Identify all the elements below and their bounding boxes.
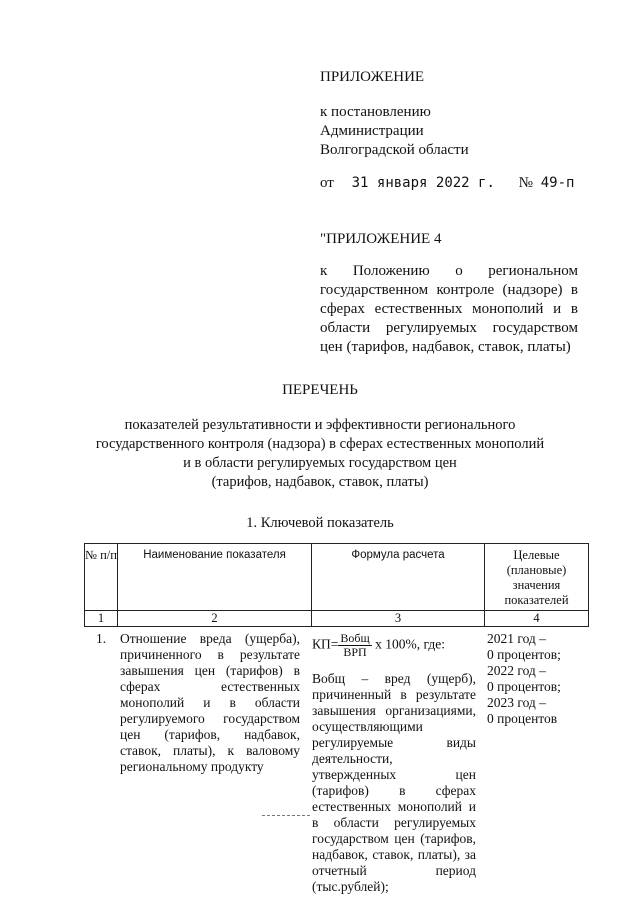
number-value: 49-п: [540, 175, 575, 191]
header-num: № п/п: [85, 544, 118, 611]
number-label: №: [518, 175, 533, 191]
annex-title: ПРИЛОЖЕНИЕ: [320, 69, 425, 85]
appendix-text: к Положению о региональном государственном контроле (надзоре) в сферах естественных монополий и в области регулируемых государством цен (тарифов, надбавок, ставок, платы): [320, 263, 578, 355]
target-2022-label: 2022 год –: [487, 663, 546, 678]
header-name: Наименование показателя: [118, 544, 312, 611]
subtitle-line-3: и в области регулируемых государством цен: [183, 455, 457, 471]
row-1-formula: [312, 632, 480, 659]
header-formula: Формула расчета: [312, 544, 485, 611]
date-prefix: от: [320, 175, 334, 191]
scan-artifact-mark: [262, 815, 310, 816]
target-2022-value: 0 процентов;: [487, 679, 561, 694]
formula-lhs: КП=: [312, 636, 339, 652]
section-title: 1. Ключевой показатель: [246, 515, 394, 531]
subtitle-line-2: государственного контроля (надзора) в сферах естественных монополий: [95, 436, 545, 452]
target-2023-value: 0 процентов: [487, 711, 558, 726]
decree-date-line: [320, 174, 610, 193]
annex-line-3: Волгоградской области: [320, 142, 469, 158]
row-1-targets: [487, 631, 587, 727]
subtitle-line-1: показателей результативности и эффективности регионального: [124, 417, 516, 433]
indicators-table-header: [84, 543, 589, 627]
target-2021-value: 0 процентов;: [487, 647, 561, 662]
annex-line-2: Администрации: [320, 123, 424, 139]
col-number-1: 1: [85, 611, 118, 627]
target-2021-label: 2021 год –: [487, 631, 546, 646]
row-1-name: Отношение вреда (ущерба), причиненного в результате завышения цен (тарифов) в сферах естественных монополий и в области регулируемого государством цен (тарифов, надбавок, ставок, платы), к валовому региональному продукту: [120, 631, 300, 774]
appendix-title: "ПРИЛОЖЕНИЕ 4: [320, 231, 442, 247]
formula-fraction: [338, 632, 371, 659]
annex-line-1: к постановлению: [320, 104, 431, 120]
col-number-3: 3: [312, 611, 485, 627]
date-value: 31 января 2022 г.: [351, 175, 495, 191]
row-1-formula-description: Вобщ – вред (ущерб), причиненный в результате завышения организациями, осуществляющими регулируемые виды деятельности, утвержденных цен (тарифов) в сферах естественных монополий и в области регулируемых государством цен (тарифов, надбавок, ставок, платы), за отчетный период (тыс.рублей);: [312, 671, 476, 894]
formula-rhs: x 100%, где:: [375, 636, 445, 652]
col-number-2: 2: [118, 611, 312, 627]
row-1-number: 1.: [96, 631, 107, 646]
header-target: Целевые (плановые) значения показателей: [485, 544, 589, 611]
subtitle-line-4: (тарифов, надбавок, ставок, платы): [211, 474, 429, 490]
target-2023-label: 2023 год –: [487, 695, 546, 710]
subtitle: [0, 416, 640, 492]
main-title: ПЕРЕЧЕНЬ: [282, 382, 358, 398]
col-number-4: 4: [485, 611, 589, 627]
formula-numerator: Вобщ: [340, 631, 370, 645]
formula-denominator: ВРП: [343, 645, 367, 659]
